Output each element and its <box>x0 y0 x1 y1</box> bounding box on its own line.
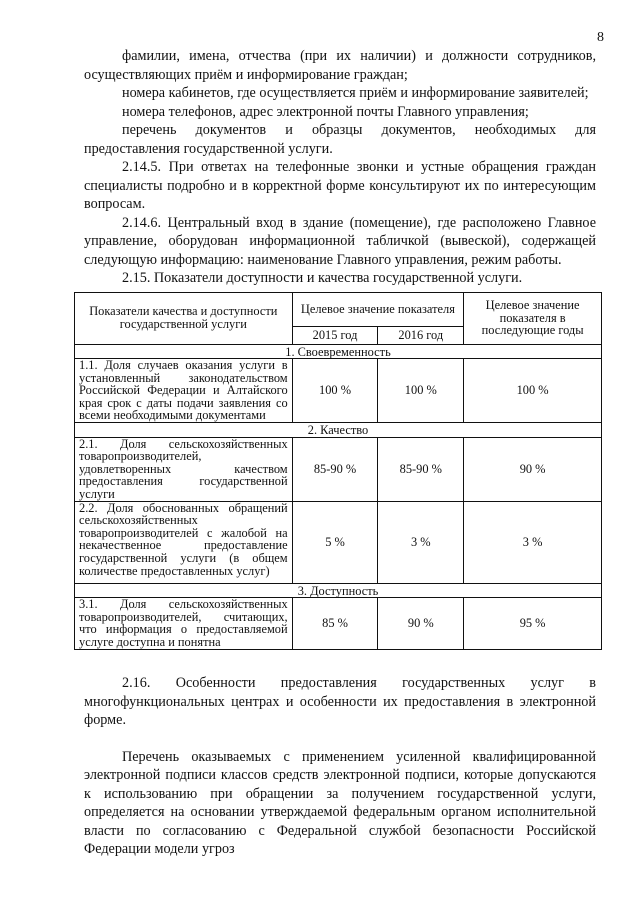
value-3-1-2015: 85 % <box>292 598 378 650</box>
header-future-target: Целевое значение показателя в последующие годы <box>464 292 602 344</box>
indicator-3-1: 3.1. Доля сельскохозяйственных товаропроизводителей, считающих, что информация о предоставляемой услуге доступна и понятна <box>75 598 293 650</box>
value-3-1-2016: 90 % <box>378 598 464 650</box>
paragraph-signature-classes: Перечень оказываемых с применением усиленной квалифицированной электронной подписи классов средств электронной подписи, которые допускаются к использованию при обращении за получением государственной услуги, определяется на основании утверждаемой федеральным органом исполнительной власти по согласованию с Федеральной службой безопасности Российской Федерации модели угроз <box>84 748 596 858</box>
document-body <box>79 47 596 859</box>
value-1-1-future: 100 % <box>464 359 602 423</box>
header-year-2016: 2016 год <box>378 326 464 344</box>
header-indicator: Показатели качества и доступности государственной услуги <box>75 292 293 344</box>
value-2-2-2015: 5 % <box>292 501 378 583</box>
paragraph-office-numbers: номера кабинетов, где осуществляется приём и информирование заявителей; <box>122 85 589 101</box>
header-year-2015: 2015 год <box>292 326 378 344</box>
section-timeliness: 1. Своевременность <box>75 344 602 359</box>
paragraph-2-15: 2.15. Показатели доступности и качества государственной услуги. <box>122 270 523 286</box>
paragraph-2-14-6: 2.14.6. Центральный вход в здание (помещение), где расположено Главное управление, оборудован информационной табличкой (вывеской), содержащей следующую информацию: наименование Главного управления, режим работы. <box>84 214 596 268</box>
section-quality: 2. Качество <box>75 423 602 438</box>
quality-indicators-table <box>74 292 602 651</box>
paragraph-2-14-5: 2.14.5. При ответах на телефонные звонки и устные обращения граждан специалисты подробно и в корректной форме консультируют их по интересующим вопросам. <box>84 159 596 212</box>
paragraph-2-16: 2.16. Особенности предоставления государственных услуг в многофункциональных центрах и особенности их предоставления в электронной форме. <box>84 675 596 729</box>
value-2-1-2016: 85-90 % <box>378 437 464 501</box>
value-2-2-future: 3 % <box>464 501 602 583</box>
value-2-1-future: 90 % <box>464 437 602 501</box>
value-1-1-2015: 100 % <box>292 359 378 423</box>
value-2-1-2015: 85-90 % <box>292 437 378 501</box>
paragraph-staff-names: фамилии, имена, отчества (при их наличии) и должности сотрудников, осуществляющих приём и информирование граждан; <box>84 48 596 83</box>
value-1-1-2016: 100 % <box>378 359 464 423</box>
indicator-2-1: 2.1. Доля сельскохозяйственных товаропроизводителей, удовлетворенных качеством предоставления государственной услуги <box>75 437 293 501</box>
page-number: 8 <box>597 30 604 45</box>
section-accessibility: 3. Доступность <box>75 583 602 598</box>
value-3-1-future: 95 % <box>464 598 602 650</box>
indicator-2-2: 2.2. Доля обоснованных обращений сельскохозяйственных товаропроизводителей с жалобой на некачественное предоставление государственной услуги (в общем количестве предоставленных услуг) <box>75 501 293 583</box>
header-target-value: Целевое значение показателя <box>292 292 464 326</box>
indicator-1-1: 1.1. Доля случаев оказания услуги в установленный законодательством Российской Федерации и Алтайского края срок с даты подачи заявления со всеми необходимыми документами <box>75 359 293 423</box>
paragraph-phones-email: номера телефонов, адрес электронной почты Главного управления; <box>122 103 529 120</box>
value-2-2-2016: 3 % <box>378 501 464 583</box>
paragraph-documents-list: перечень документов и образцы документов, необходимых для предоставления государственной услуги. <box>84 122 596 157</box>
